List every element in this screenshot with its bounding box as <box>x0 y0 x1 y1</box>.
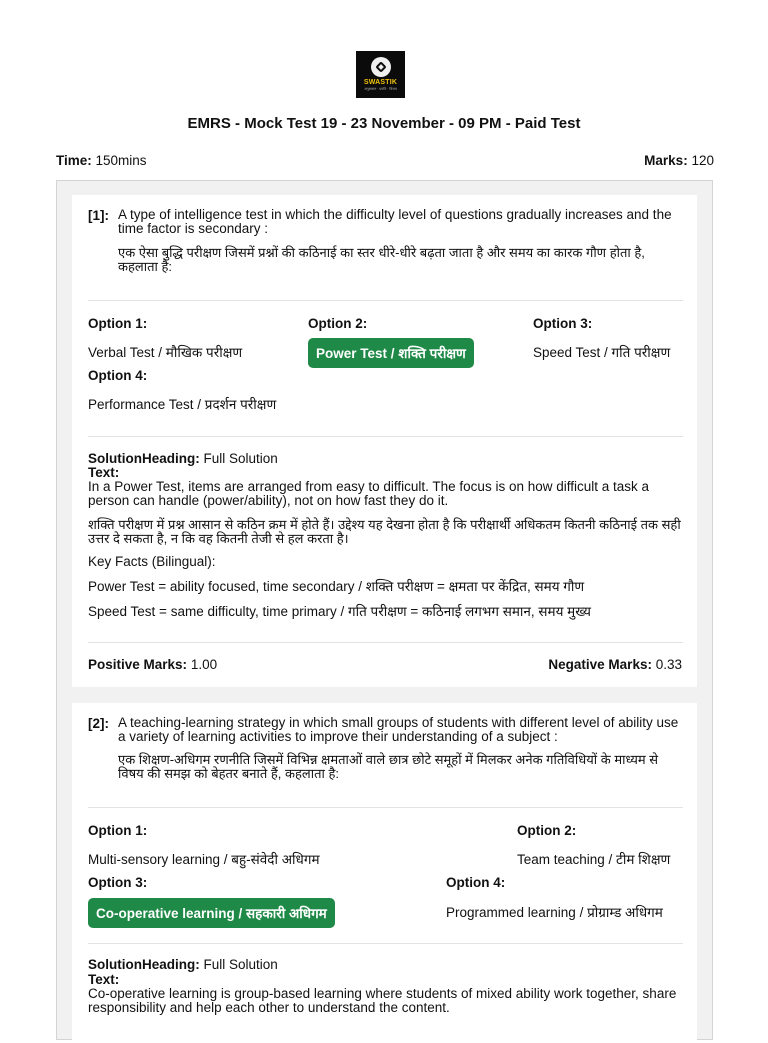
solution-text-english: In a Power Test, items are arranged from easy to difficult. The focus is on how difficult a task a person can handle (power/ability), not on how fast they do it. <box>88 479 650 508</box>
logo-name: SWASTIK <box>363 79 398 86</box>
question-text-english: A type of intelligence test in which the difficulty level of questions gradually increases and the time factor is secondary : <box>118 207 672 236</box>
positive-marks-label: Positive Marks: <box>88 657 188 672</box>
option-1-text[interactable]: Verbal Test / मौखिक परीक्षण <box>88 345 243 360</box>
solution-heading-label: SolutionHeading: <box>88 451 200 466</box>
marks-value: 120 <box>691 153 714 168</box>
solution-text-english: Co-operative learning is group-based learning where students of mixed ability work together, share responsibility and help each other to understand the content. <box>88 986 677 1015</box>
question-text-hindi: एक शिक्षण-अधिगम रणनीति जिसमें विभिन्न क्षमताओं वाले छात्र छोटे समूहों में मिलकर अनेक गतिविधियों के माध्यम से विषय की समझ को बेहतर बनाते हैं, कहलाता है: <box>118 752 659 781</box>
option-4-label: Option 4: <box>446 875 506 890</box>
key-fact-item: Speed Test = same difficulty, time primary / गति परीक्षण = कठिनाई लगभग समान, समय मुख्य <box>88 604 591 619</box>
divider <box>88 807 683 808</box>
text-label: Text: <box>88 972 120 987</box>
correct-option-badge[interactable]: Co-operative learning / सहकारी अधिगम <box>88 898 335 928</box>
option-1-label: Option 1: <box>88 823 148 838</box>
marks-label: Marks: <box>644 153 688 168</box>
divider <box>88 943 683 944</box>
divider <box>88 300 683 301</box>
option-3-label: Option 3: <box>88 875 148 890</box>
divider <box>88 642 683 643</box>
option-2-label: Option 2: <box>308 316 368 331</box>
solution-heading-label: SolutionHeading: <box>88 957 200 972</box>
divider <box>88 436 683 437</box>
option-4-label: Option 4: <box>88 368 148 383</box>
question-number: [2]: <box>88 716 109 731</box>
option-2-text[interactable]: Team teaching / टीम शिक्षण <box>517 852 671 867</box>
solution-text-label <box>88 973 119 987</box>
marks-info <box>644 153 714 168</box>
question-text-hindi: एक ऐसा बुद्धि परीक्षण जिसमें प्रश्नों की कठिनाई का स्तर धीरे-धीरे बढ़ता जाता है और समय का कारक गौण होता है, कहलाता है: <box>118 245 645 274</box>
negative-marks <box>548 657 682 672</box>
logo-tagline: अनुशासन · प्रगति · विजय <box>364 87 397 91</box>
negative-marks-label: Negative Marks: <box>548 657 652 672</box>
page-title: EMRS - Mock Test 19 - 23 November - 09 PM - Paid Test <box>187 115 581 132</box>
solution-heading-value: Full Solution <box>203 451 278 466</box>
solution-heading <box>88 452 278 466</box>
option-4-text[interactable]: Programmed learning / प्रोग्राम्ड अधिगम <box>446 905 663 920</box>
time-info <box>56 153 147 168</box>
option-3-label: Option 3: <box>533 316 593 331</box>
swastik-emblem-icon <box>371 57 391 77</box>
solution-text-hindi: शक्ति परीक्षण में प्रश्न आसान से कठिन क्रम में होते हैं। उद्देश्य यह देखना होता है कि परीक्षार्थी अधिकतम कितनी कठिनाई तक सही उत्तर दे सकता है, न कि वह कितनी तेजी से हल करता है। <box>88 517 681 546</box>
key-facts-title: Key Facts (Bilingual): <box>88 554 216 569</box>
positive-marks <box>88 657 217 672</box>
correct-option-badge[interactable]: Power Test / शक्ति परीक्षण <box>308 338 474 368</box>
solution-heading-value: Full Solution <box>203 957 278 972</box>
question-text-english: A teaching-learning strategy in which small groups of students with different level of ability use a variety of learning activities to improve their understanding of a subject : <box>118 715 679 744</box>
text-label: Text: <box>88 465 120 480</box>
time-value: 150mins <box>95 153 147 168</box>
negative-marks-value: 0.33 <box>655 657 682 672</box>
key-fact-item: Power Test = ability focused, time secondary / शक्ति परीक्षण = क्षमता पर केंद्रित, समय गौण <box>88 579 585 594</box>
option-4-text[interactable]: Performance Test / प्रदर्शन परीक्षण <box>88 397 277 412</box>
solution-text-label <box>88 466 119 480</box>
question-number: [1]: <box>88 208 109 223</box>
option-2-label: Option 2: <box>517 823 577 838</box>
option-3-text[interactable]: Speed Test / गति परीक्षण <box>533 345 671 360</box>
time-label: Time: <box>56 153 92 168</box>
solution-heading <box>88 958 278 972</box>
option-1-text[interactable]: Multi-sensory learning / बहु-संवेदी अधिगम <box>88 852 320 867</box>
swastik-logo <box>356 51 405 98</box>
option-1-label: Option 1: <box>88 316 148 331</box>
positive-marks-value: 1.00 <box>190 657 218 672</box>
